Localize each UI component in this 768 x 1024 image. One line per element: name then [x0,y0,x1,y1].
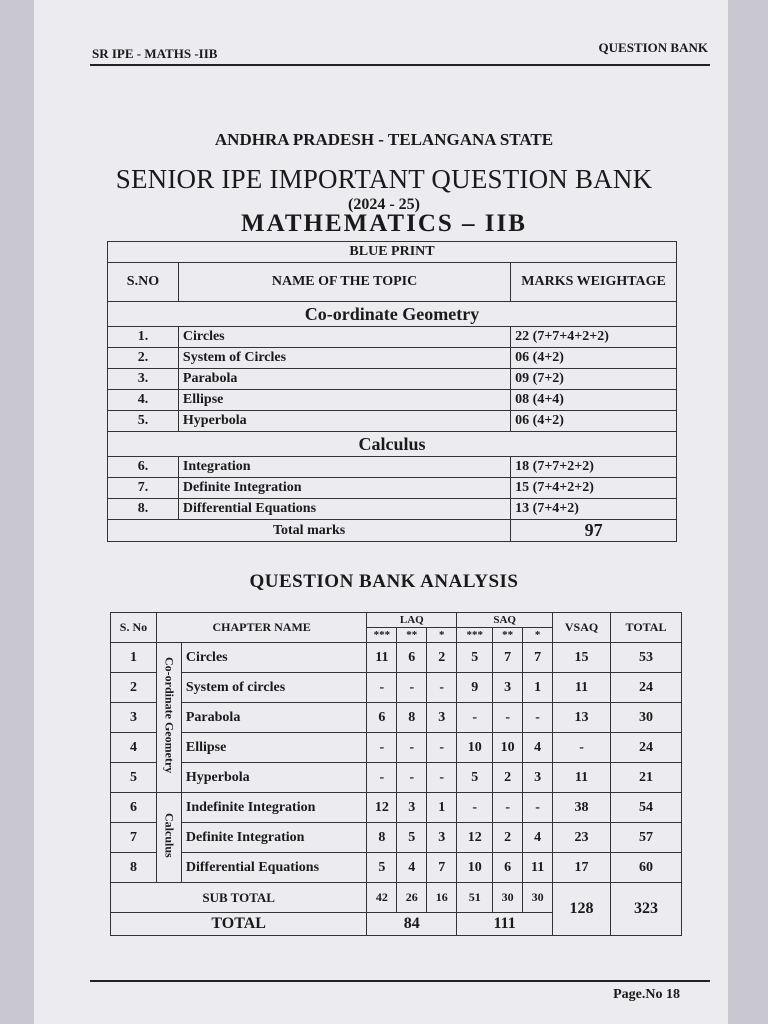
bp-topic: Differential Equations [178,499,510,520]
table-row [111,703,682,733]
cell: - [427,673,457,703]
cell: - [397,763,427,793]
col-sno: S.NO [108,263,179,302]
subtotal-row [111,883,682,913]
analysis-title: QUESTION BANK ANALYSIS [249,571,519,592]
cell: - [523,703,553,733]
bp-marks: 06 (4+2) [511,348,677,369]
cell: 4 [397,853,427,883]
page-number: Page.No 18 [613,987,680,1002]
bp-total-value: 97 [511,520,677,542]
star-level: * [523,628,553,643]
table-row [111,823,682,853]
bp-marks: 18 (7+7+2+2) [511,457,677,478]
cell: - [427,733,457,763]
chapter-name: Differential Equations [181,853,366,883]
header-right: QUESTION BANK [598,40,708,55]
subtotal-vsaq: 128 [553,883,611,936]
cell: 8 [397,703,427,733]
bp-sno: 8. [108,499,179,520]
chapter-name: Parabola [181,703,366,733]
table-row [111,673,682,703]
table-row [111,643,682,673]
cell: - [397,733,427,763]
total-cell: 30 [611,703,682,733]
bp-marks: 15 (7+4+2+2) [511,478,677,499]
vsaq-cell: 15 [553,643,611,673]
cell: 1 [523,673,553,703]
grand-total: 323 [611,883,682,936]
bp-topic: Ellipse [178,390,510,411]
header-left: SR IPE - MATHS -IIB [92,46,218,61]
total-saq: 111 [457,913,553,936]
cell: - [523,793,553,823]
table-row [111,733,682,763]
cell: 5 [397,823,427,853]
cell: 11 [523,853,553,883]
total-cell: 21 [611,763,682,793]
bp-sno: 1. [108,327,179,348]
section-calculus: Calculus [108,432,677,457]
cell: 12 [457,823,493,853]
cell: 9 [457,673,493,703]
page-title: SENIOR IPE IMPORTANT QUESTION BANK [115,164,653,194]
chapter-name: Indefinite Integration [181,793,366,823]
cell: 3 [427,823,457,853]
cell: - [493,793,523,823]
bp-marks: 13 (7+4+2) [511,499,677,520]
star-level: *** [367,628,397,643]
subtotal-cell: 16 [427,883,457,913]
chapter-name: Hyperbola [181,763,366,793]
bp-topic: Integration [178,457,510,478]
cell: 6 [367,703,397,733]
chapter-name: System of circles [181,673,366,703]
cell: 4 [523,733,553,763]
cell: 2 [427,643,457,673]
chapter-name: Definite Integration [181,823,366,853]
state-heading: ANDHRA PRADESH - TELANGANA STATE [214,130,554,149]
footer-rule [90,980,710,982]
group-label: Calculus [162,812,177,858]
bp-topic: Parabola [178,369,510,390]
col-vsaq: VSAQ [553,613,611,643]
table-row [111,853,682,883]
group-coordinate-geometry [156,643,181,793]
group-calculus [156,793,181,883]
row-sno: 8 [111,853,157,883]
header-rule [90,64,710,66]
cell: 7 [493,643,523,673]
cell: 7 [427,853,457,883]
cell: 10 [457,733,493,763]
subtotal-cell: 42 [367,883,397,913]
cell: 6 [397,643,427,673]
bp-sno: 4. [108,390,179,411]
vsaq-cell: 23 [553,823,611,853]
col-chapter: CHAPTER NAME [156,613,366,643]
col-topic: NAME OF THE TOPIC [178,263,510,302]
chapter-name: Ellipse [181,733,366,763]
row-sno: 5 [111,763,157,793]
row-sno: 7 [111,823,157,853]
bp-marks: 06 (4+2) [511,411,677,432]
section-coordinate-geometry: Co-ordinate Geometry [108,302,677,327]
cell: - [457,703,493,733]
table-row [111,763,682,793]
cell: - [367,673,397,703]
cell: 10 [457,853,493,883]
cell: 10 [493,733,523,763]
bp-marks: 22 (7+7+4+2+2) [511,327,677,348]
cell: 7 [523,643,553,673]
bp-sno: 2. [108,348,179,369]
col-sno: S. No [111,613,157,643]
cell: 11 [367,643,397,673]
cell: 3 [427,703,457,733]
vsaq-cell: 17 [553,853,611,883]
cell: 6 [493,853,523,883]
row-sno: 6 [111,793,157,823]
bp-topic: Circles [178,327,510,348]
col-laq: LAQ [367,613,457,628]
total-cell: 57 [611,823,682,853]
subtotal-label: SUB TOTAL [111,883,367,913]
bp-sno: 3. [108,369,179,390]
blueprint-title: BLUE PRINT [108,242,677,263]
cell: 2 [493,763,523,793]
bp-topic: Definite Integration [178,478,510,499]
cell: 3 [397,793,427,823]
cell: 4 [523,823,553,853]
row-sno: 3 [111,703,157,733]
total-cell: 54 [611,793,682,823]
row-sno: 4 [111,733,157,763]
subtotal-cell: 26 [397,883,427,913]
col-saq: SAQ [457,613,553,628]
vsaq-cell: 38 [553,793,611,823]
bp-marks: 09 (7+2) [511,369,677,390]
subtotal-cell: 51 [457,883,493,913]
bp-sno: 7. [108,478,179,499]
vsaq-cell: 13 [553,703,611,733]
cell: - [367,763,397,793]
subtotal-cell: 30 [523,883,553,913]
table-row [111,793,682,823]
vsaq-cell: 11 [553,673,611,703]
col-marks: MARKS WEIGHTAGE [511,263,677,302]
cell: - [493,703,523,733]
vsaq-cell: - [553,733,611,763]
star-level: *** [457,628,493,643]
cell: 5 [457,643,493,673]
total-cell: 53 [611,643,682,673]
cell: - [367,733,397,763]
bp-sno: 5. [108,411,179,432]
cell: - [397,673,427,703]
cell: 1 [427,793,457,823]
cell: 2 [493,823,523,853]
group-label: Co-ordinate Geometry [162,656,177,774]
subtotal-cell: 30 [493,883,523,913]
bp-topic: System of Circles [178,348,510,369]
academic-year: (2024 - 25) [348,196,420,213]
total-laq: 84 [367,913,457,936]
total-cell: 24 [611,673,682,703]
vsaq-cell: 11 [553,763,611,793]
analysis-table [110,612,682,936]
total-cell: 60 [611,853,682,883]
cell: 5 [457,763,493,793]
cell: 3 [523,763,553,793]
total-cell: 24 [611,733,682,763]
cell: - [427,763,457,793]
star-level: ** [493,628,523,643]
cell: 12 [367,793,397,823]
star-level: * [427,628,457,643]
star-level: ** [397,628,427,643]
bp-sno: 6. [108,457,179,478]
cell: 3 [493,673,523,703]
row-sno: 2 [111,673,157,703]
chapter-name: Circles [181,643,366,673]
cell: - [457,793,493,823]
bp-total-label: Total marks [108,520,511,542]
row-sno: 1 [111,643,157,673]
cell: 8 [367,823,397,853]
col-total: TOTAL [611,613,682,643]
bp-marks: 08 (4+4) [511,390,677,411]
subject-title: MATHEMATICS – IIB [241,210,527,237]
bp-topic: Hyperbola [178,411,510,432]
cell: 5 [367,853,397,883]
total-label: TOTAL [111,913,367,936]
blueprint-table [107,241,677,542]
